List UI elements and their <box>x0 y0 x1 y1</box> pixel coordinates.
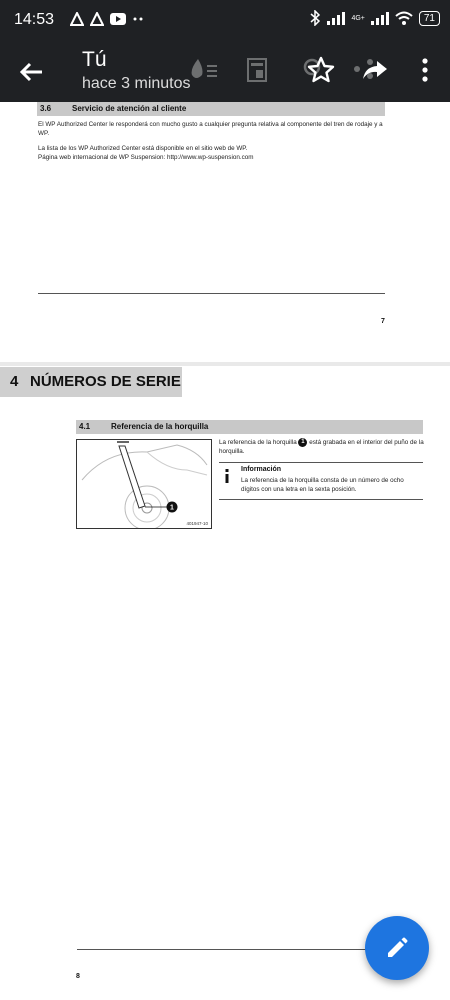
page-number: 8 <box>76 973 80 980</box>
format-icon <box>246 57 268 83</box>
battery-indicator: 71 <box>419 11 440 26</box>
star-icon[interactable] <box>306 55 336 85</box>
edit-button[interactable] <box>365 916 429 980</box>
info-note <box>219 462 423 500</box>
clock: 14:53 <box>14 11 55 28</box>
chapter-number: 4 <box>10 373 19 390</box>
file-owner: Tú <box>82 48 107 71</box>
section-header <box>76 420 423 434</box>
section-number: 4.1 <box>79 422 91 431</box>
paragraph: El WP Authorized Center le responderá con mucho gusto a cualquier pregunta relativa al componente del tren de rodaje y a WP. <box>38 121 383 137</box>
page-number: 7 <box>381 318 385 325</box>
info-title: Información <box>241 466 282 473</box>
fork-illustration <box>76 439 212 529</box>
paragraph-line: Página web internacional de WP Suspension: http://www.wp-suspension.com <box>38 154 254 161</box>
paragraph-part: está grabada en el interior del puño de la horquilla. <box>219 439 424 456</box>
section-title: Servicio de atención al cliente <box>72 104 187 113</box>
info-icon <box>223 469 231 483</box>
notification-icons <box>70 12 144 26</box>
paragraph-part: La referencia de la horquilla <box>219 439 297 447</box>
footer-divider <box>77 949 377 950</box>
callout-inline: 1 <box>298 438 307 447</box>
app-notification-icon <box>70 12 84 26</box>
document-page-8 <box>0 366 450 1000</box>
paragraph <box>219 438 425 456</box>
signal-icon <box>371 11 389 25</box>
status-bar <box>0 0 450 40</box>
network-type: 4G+ <box>351 14 365 22</box>
wifi-icon <box>395 11 413 25</box>
app-bar <box>0 40 450 102</box>
figure-caption: 401947-10 <box>186 521 208 526</box>
motorcycle-fork-drawing <box>77 440 211 528</box>
modified-time: hace 3 minutos <box>82 75 191 92</box>
section-number: 3.6 <box>40 104 52 113</box>
paragraph-line: La lista de los WP Authorized Center está disponible en el sitio web de WP. <box>38 145 248 152</box>
callout-number: 1 <box>170 504 174 512</box>
signal-icon <box>327 11 345 25</box>
section-title: Referencia de la horquilla <box>111 422 209 431</box>
chapter-title: NÚMEROS DE SERIE <box>30 373 181 390</box>
section-header <box>37 102 385 116</box>
bluetooth-icon <box>309 10 321 26</box>
app-notification-icon <box>90 12 104 26</box>
youtube-icon <box>110 13 126 25</box>
more-vert-icon[interactable] <box>410 55 440 85</box>
document-page-7 <box>0 102 450 362</box>
chapter-header <box>0 367 182 397</box>
edit-pencil-icon <box>385 936 409 960</box>
system-icons <box>309 10 440 26</box>
footer-divider <box>38 293 385 294</box>
callout-1 <box>166 501 178 513</box>
back-arrow-icon[interactable] <box>16 56 48 88</box>
more-notifications-icon <box>132 16 144 22</box>
info-text: La referencia de la horquilla consta de un número de ocho dígitos con una letra en la sexta posición. <box>241 477 404 493</box>
share-icon[interactable] <box>360 55 390 85</box>
ink-icon <box>188 57 218 83</box>
